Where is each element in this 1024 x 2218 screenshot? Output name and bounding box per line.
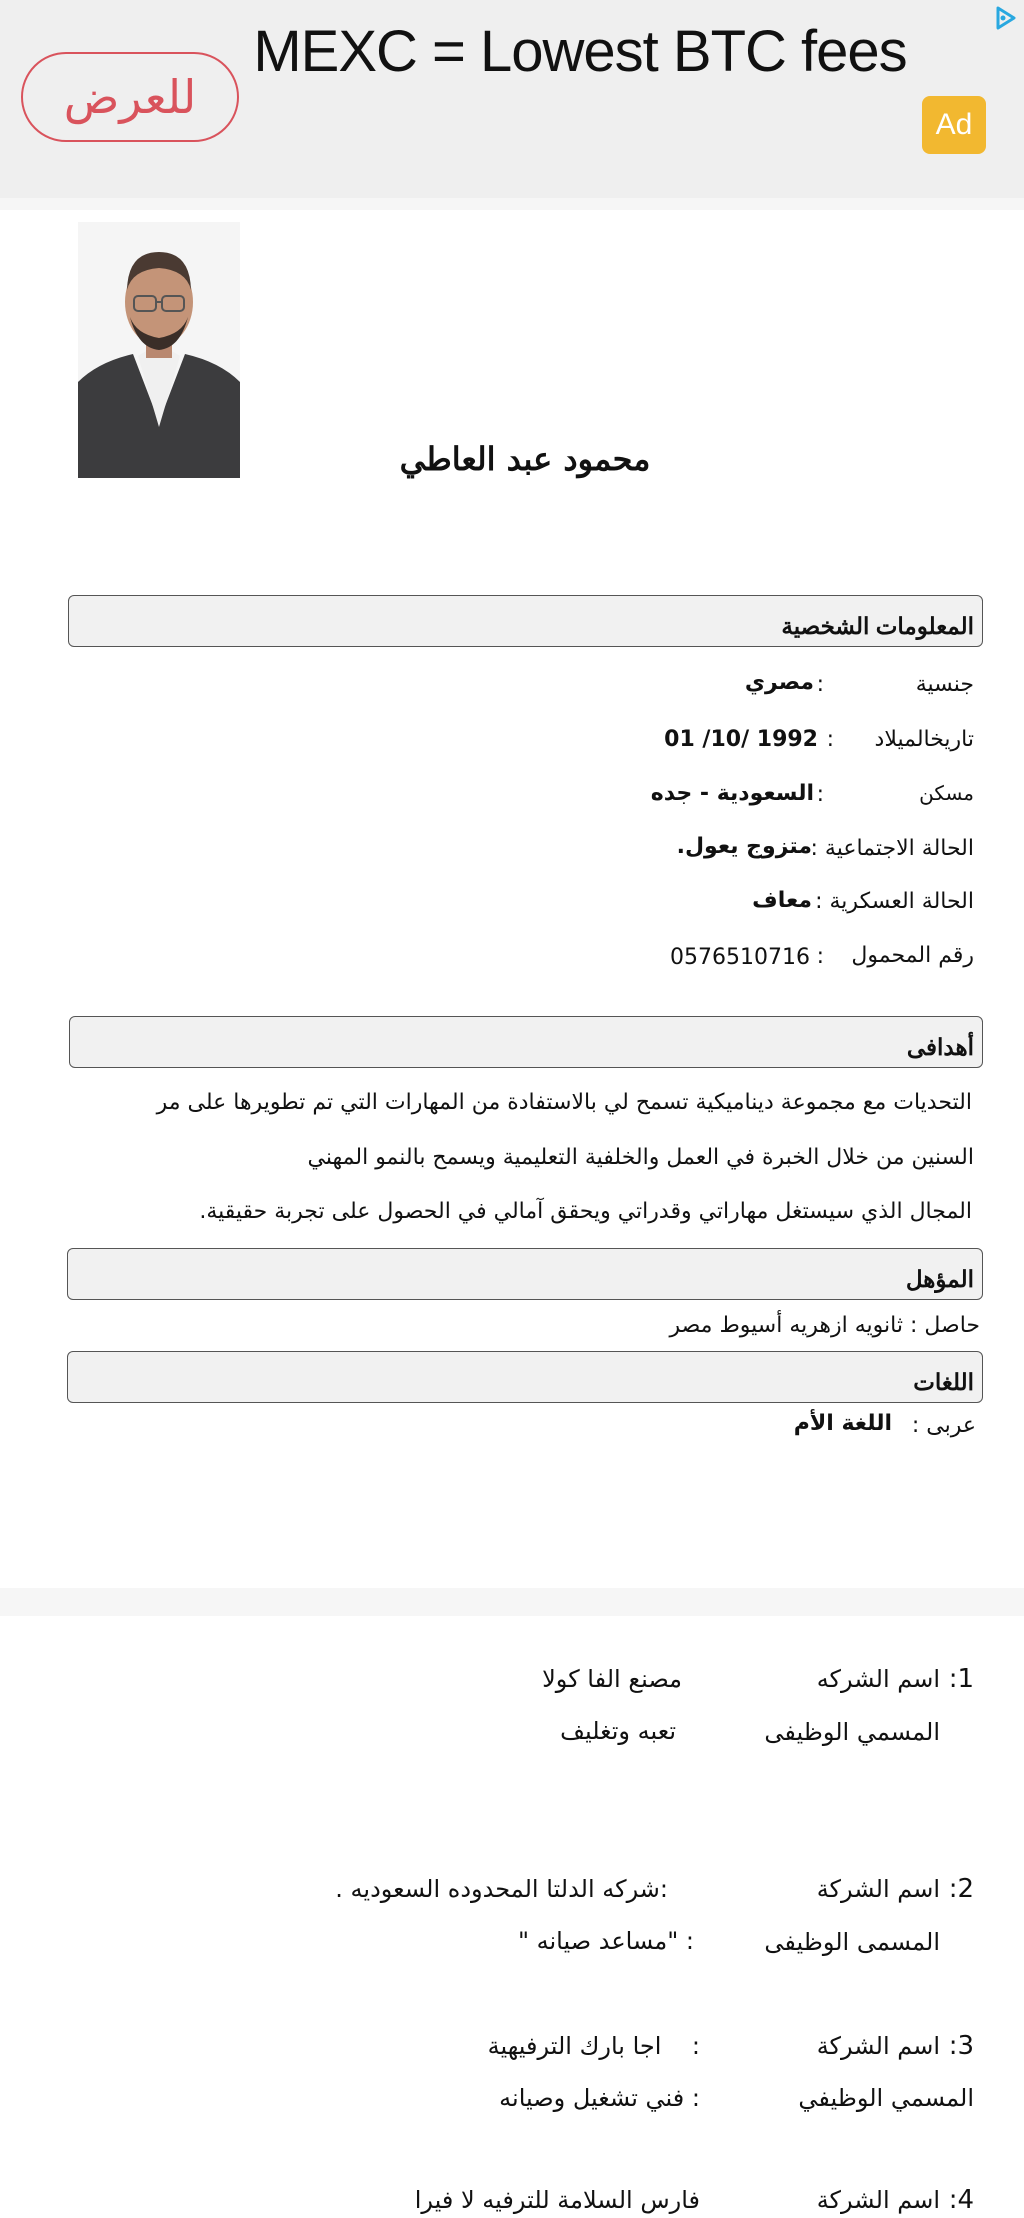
qualification-line: حاصل : ثانويه ازهريه أسيوط مصر: [669, 1313, 980, 1338]
experience-number: :3: [948, 2031, 974, 2061]
info-label: الحالة العسكرية :: [815, 889, 974, 914]
info-separator: :: [826, 727, 834, 752]
info-label: تاريخالميلاد: [874, 727, 974, 752]
info-value: 0576510716: [670, 945, 810, 970]
ad-headline[interactable]: MEXC = Lowest BTC fees: [253, 19, 907, 84]
section-title: المعلومات الشخصية: [781, 613, 974, 639]
person-name: محمود عبد العاطي: [399, 440, 651, 478]
language-level: اللغة الأم: [793, 1411, 892, 1436]
ad-badge: Ad: [922, 96, 986, 154]
info-separator: :: [816, 782, 824, 807]
ad-choices-icon[interactable]: [990, 4, 1020, 34]
avatar-portrait-icon: [78, 222, 240, 478]
info-value: السعودية - جده: [650, 781, 814, 806]
section-title: المؤهل: [905, 1266, 974, 1292]
language-name: عربى :: [911, 1413, 976, 1438]
job-title-label: المسمي الوظيفى: [764, 1718, 940, 1746]
job-title-label: المسمي الوظيفي: [798, 2084, 974, 2112]
info-value: متزوج يعول.: [676, 834, 812, 859]
section-title: أهدافى: [906, 1034, 974, 1060]
goals-line: السنين من خلال الخبرة في العمل والخلفية التعليمية ويسمح بالنمو المهني: [307, 1145, 974, 1170]
experience-number: :1: [948, 1664, 974, 1694]
company-name: فارس السلامة للترفيه لا فيرا: [414, 2186, 700, 2214]
info-label: جنسية: [915, 672, 974, 697]
profile-photo: [78, 222, 240, 478]
info-value: مصري: [744, 670, 814, 695]
info-separator: :: [816, 672, 824, 697]
info-label: مسكن: [919, 781, 974, 805]
goals-line: المجال الذي سيستغل مهاراتي وقدراتي ويحقق آمالي في الحصول على تجربة حقيقية.: [199, 1199, 972, 1224]
section-divider: [0, 1588, 1024, 1616]
experience-number: :2: [948, 1874, 974, 1904]
section-title: اللغات: [913, 1369, 974, 1395]
info-value: 01 /10/ 1992: [664, 727, 818, 752]
info-value: معاف: [752, 888, 812, 913]
company-label: اسم الشركة: [816, 1875, 940, 1903]
section-header-goals: [69, 1016, 983, 1068]
company-name: : اجا بارك الترفيهية: [487, 2032, 700, 2060]
company-name: :شركه الدلتا المحدوده السعوديه .: [335, 1875, 668, 1903]
section-header-personal: [68, 595, 983, 647]
company-label: اسم الشركة: [816, 2032, 940, 2060]
company-label: اسم الشركه: [816, 1665, 940, 1693]
job-title-label: المسمى الوظيفى: [764, 1928, 940, 1956]
section-divider: [0, 198, 1024, 210]
job-title: تعبه وتغليف: [560, 1717, 676, 1745]
info-separator: :: [816, 944, 824, 969]
section-header-languages: [67, 1351, 983, 1403]
job-title: : "مساعد صيانه ": [517, 1927, 694, 1955]
section-header-qualification: [67, 1248, 983, 1300]
company-label: اسم الشركة: [816, 2186, 940, 2214]
experience-number: :4: [948, 2185, 974, 2215]
ad-banner[interactable]: [0, 0, 1024, 198]
info-label: الحالة الاجتماعية :: [810, 836, 974, 861]
job-title: : فني تشغيل وصيانه: [499, 2084, 700, 2112]
info-label: رقم المحمول: [851, 943, 974, 968]
goals-line: التحديات مع مجموعة ديناميكية تسمح لي بالاستفادة من المهارات التي تم تطويرها على مر: [156, 1090, 972, 1115]
ad-offer-button[interactable]: للعرض: [21, 52, 239, 142]
company-name: مصنع الفا كولا: [542, 1665, 682, 1693]
